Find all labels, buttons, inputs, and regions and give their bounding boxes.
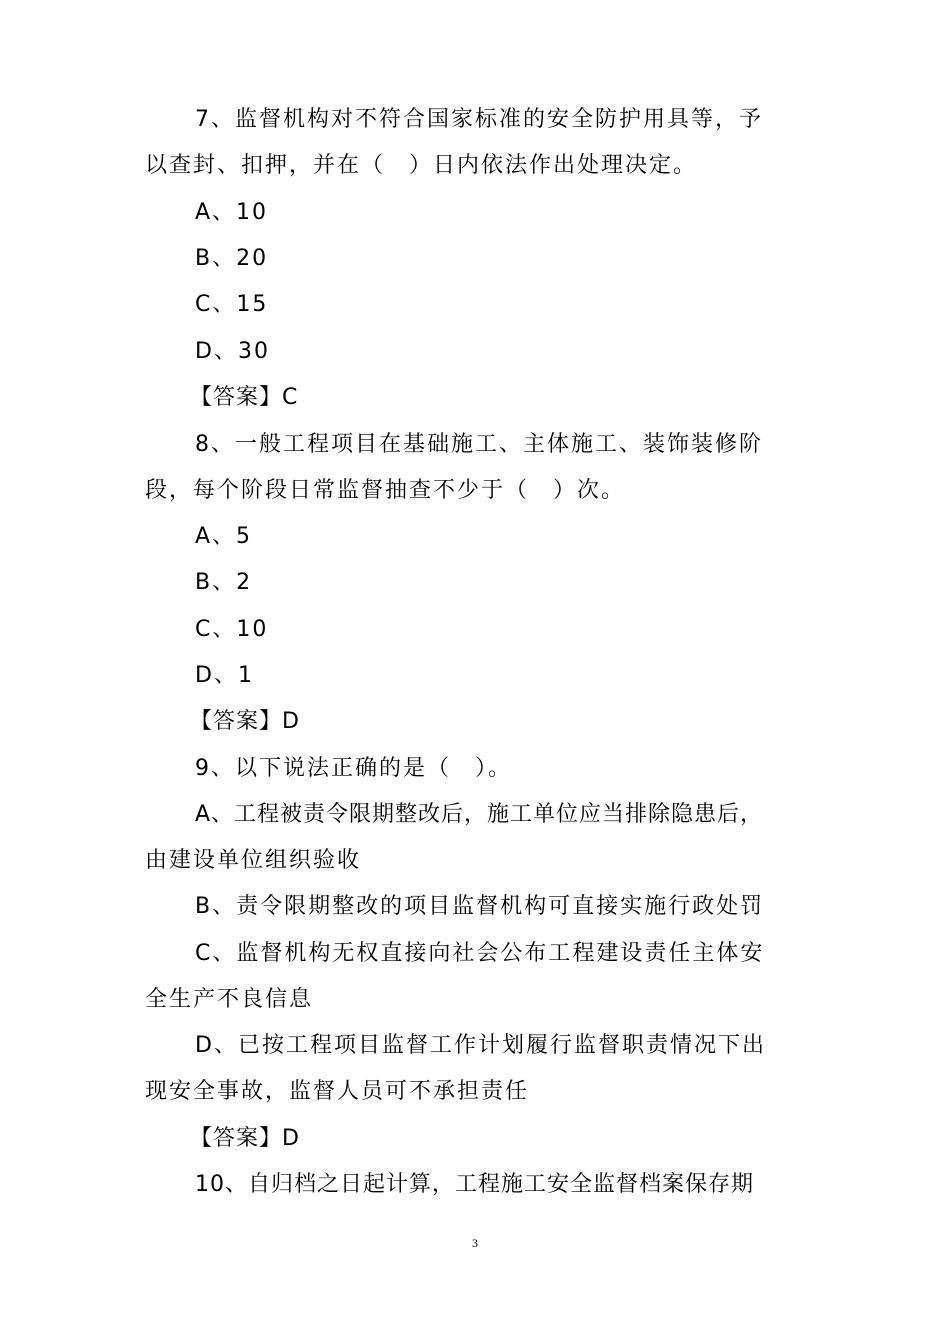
question-7-answer: 【答案】C — [190, 385, 299, 410]
question-9-option-c-line-1: C、监督机构无权直接向社会公布工程建设责任主体安 — [195, 941, 765, 966]
question-8-answer: 【答案】D — [190, 709, 300, 734]
question-7-option-a: A、10 — [195, 200, 269, 225]
question-8-stem-line-2: 段，每个阶段日常监督抽查不少于（ ）次。 — [145, 478, 626, 503]
question-7-stem-line-1: 7、监督机构对不符合国家标准的安全防护用具等，予 — [195, 107, 763, 132]
question-7-stem-line-2: 以查封、扣押，并在（ ）日内依法作出处理决定。 — [145, 153, 698, 178]
question-9-answer: 【答案】D — [190, 1126, 300, 1151]
question-9-option-d-line-2: 现安全事故，监督人员可不承担责任 — [145, 1079, 530, 1104]
question-9-stem: 9、以下说法正确的是（ ）。 — [195, 756, 512, 781]
question-9-option-c-line-2: 全生产不良信息 — [145, 987, 314, 1012]
question-8-stem-line-1: 8、一般工程项目在基础施工、主体施工、装饰装修阶 — [195, 432, 763, 457]
question-7-option-b: B、20 — [195, 246, 269, 271]
page-number: 3 — [472, 1236, 478, 1250]
question-10-stem-line-1: 10、自归档之日起计算，工程施工安全监督档案保存期 — [195, 1172, 754, 1197]
question-8-option-c: C、10 — [195, 617, 269, 642]
question-9-option-a-line-1: A、工程被责令限期整改后，施工单位应当排除隐患后， — [195, 802, 764, 827]
question-7-option-d: D、30 — [195, 339, 270, 364]
question-7-option-c: C、15 — [195, 292, 269, 317]
question-8-option-b: B、2 — [195, 570, 253, 595]
question-9-option-a-line-2: 由建设单位组织验收 — [145, 848, 362, 873]
question-8-option-a: A、5 — [195, 524, 253, 549]
question-9-option-d-line-1: D、已按工程项目监督工作计划履行监督职责情况下出 — [195, 1033, 766, 1058]
question-9-option-b: B、责令限期整改的项目监督机构可直接实施行政处罚 — [195, 894, 765, 919]
question-8-option-d: D、1 — [195, 663, 254, 688]
